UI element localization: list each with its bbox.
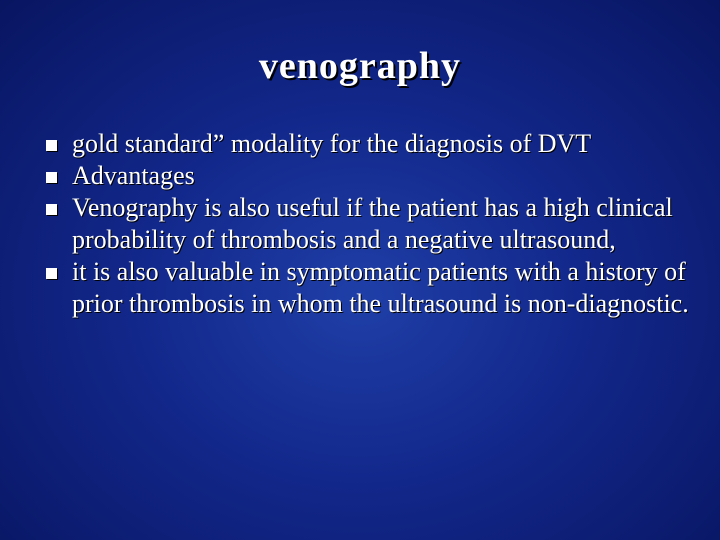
bullet-item-2 [46, 160, 706, 192]
bullet-item-4 [46, 256, 706, 320]
bullet-item-3 [46, 192, 706, 256]
bullet-text: gold standard” modality for the diagnosis of DVT [72, 129, 592, 158]
bullet-list [46, 128, 706, 320]
bullet-item-1 [46, 128, 706, 160]
square-bullet-icon [46, 268, 57, 279]
square-bullet-icon [46, 140, 57, 151]
bullet-text: it is also valuable in symptomatic patients with a history of prior thrombosis in whom the ultrasound is non-diagnostic. [72, 257, 689, 318]
bullet-text: Venography is also useful if the patient has a high clinical probability of thrombosis and a negative ultrasound, [72, 193, 673, 254]
slide-title: venography [258, 45, 462, 87]
square-bullet-icon [46, 204, 57, 215]
square-bullet-icon [46, 172, 57, 183]
bullet-text: Advantages [72, 161, 195, 190]
